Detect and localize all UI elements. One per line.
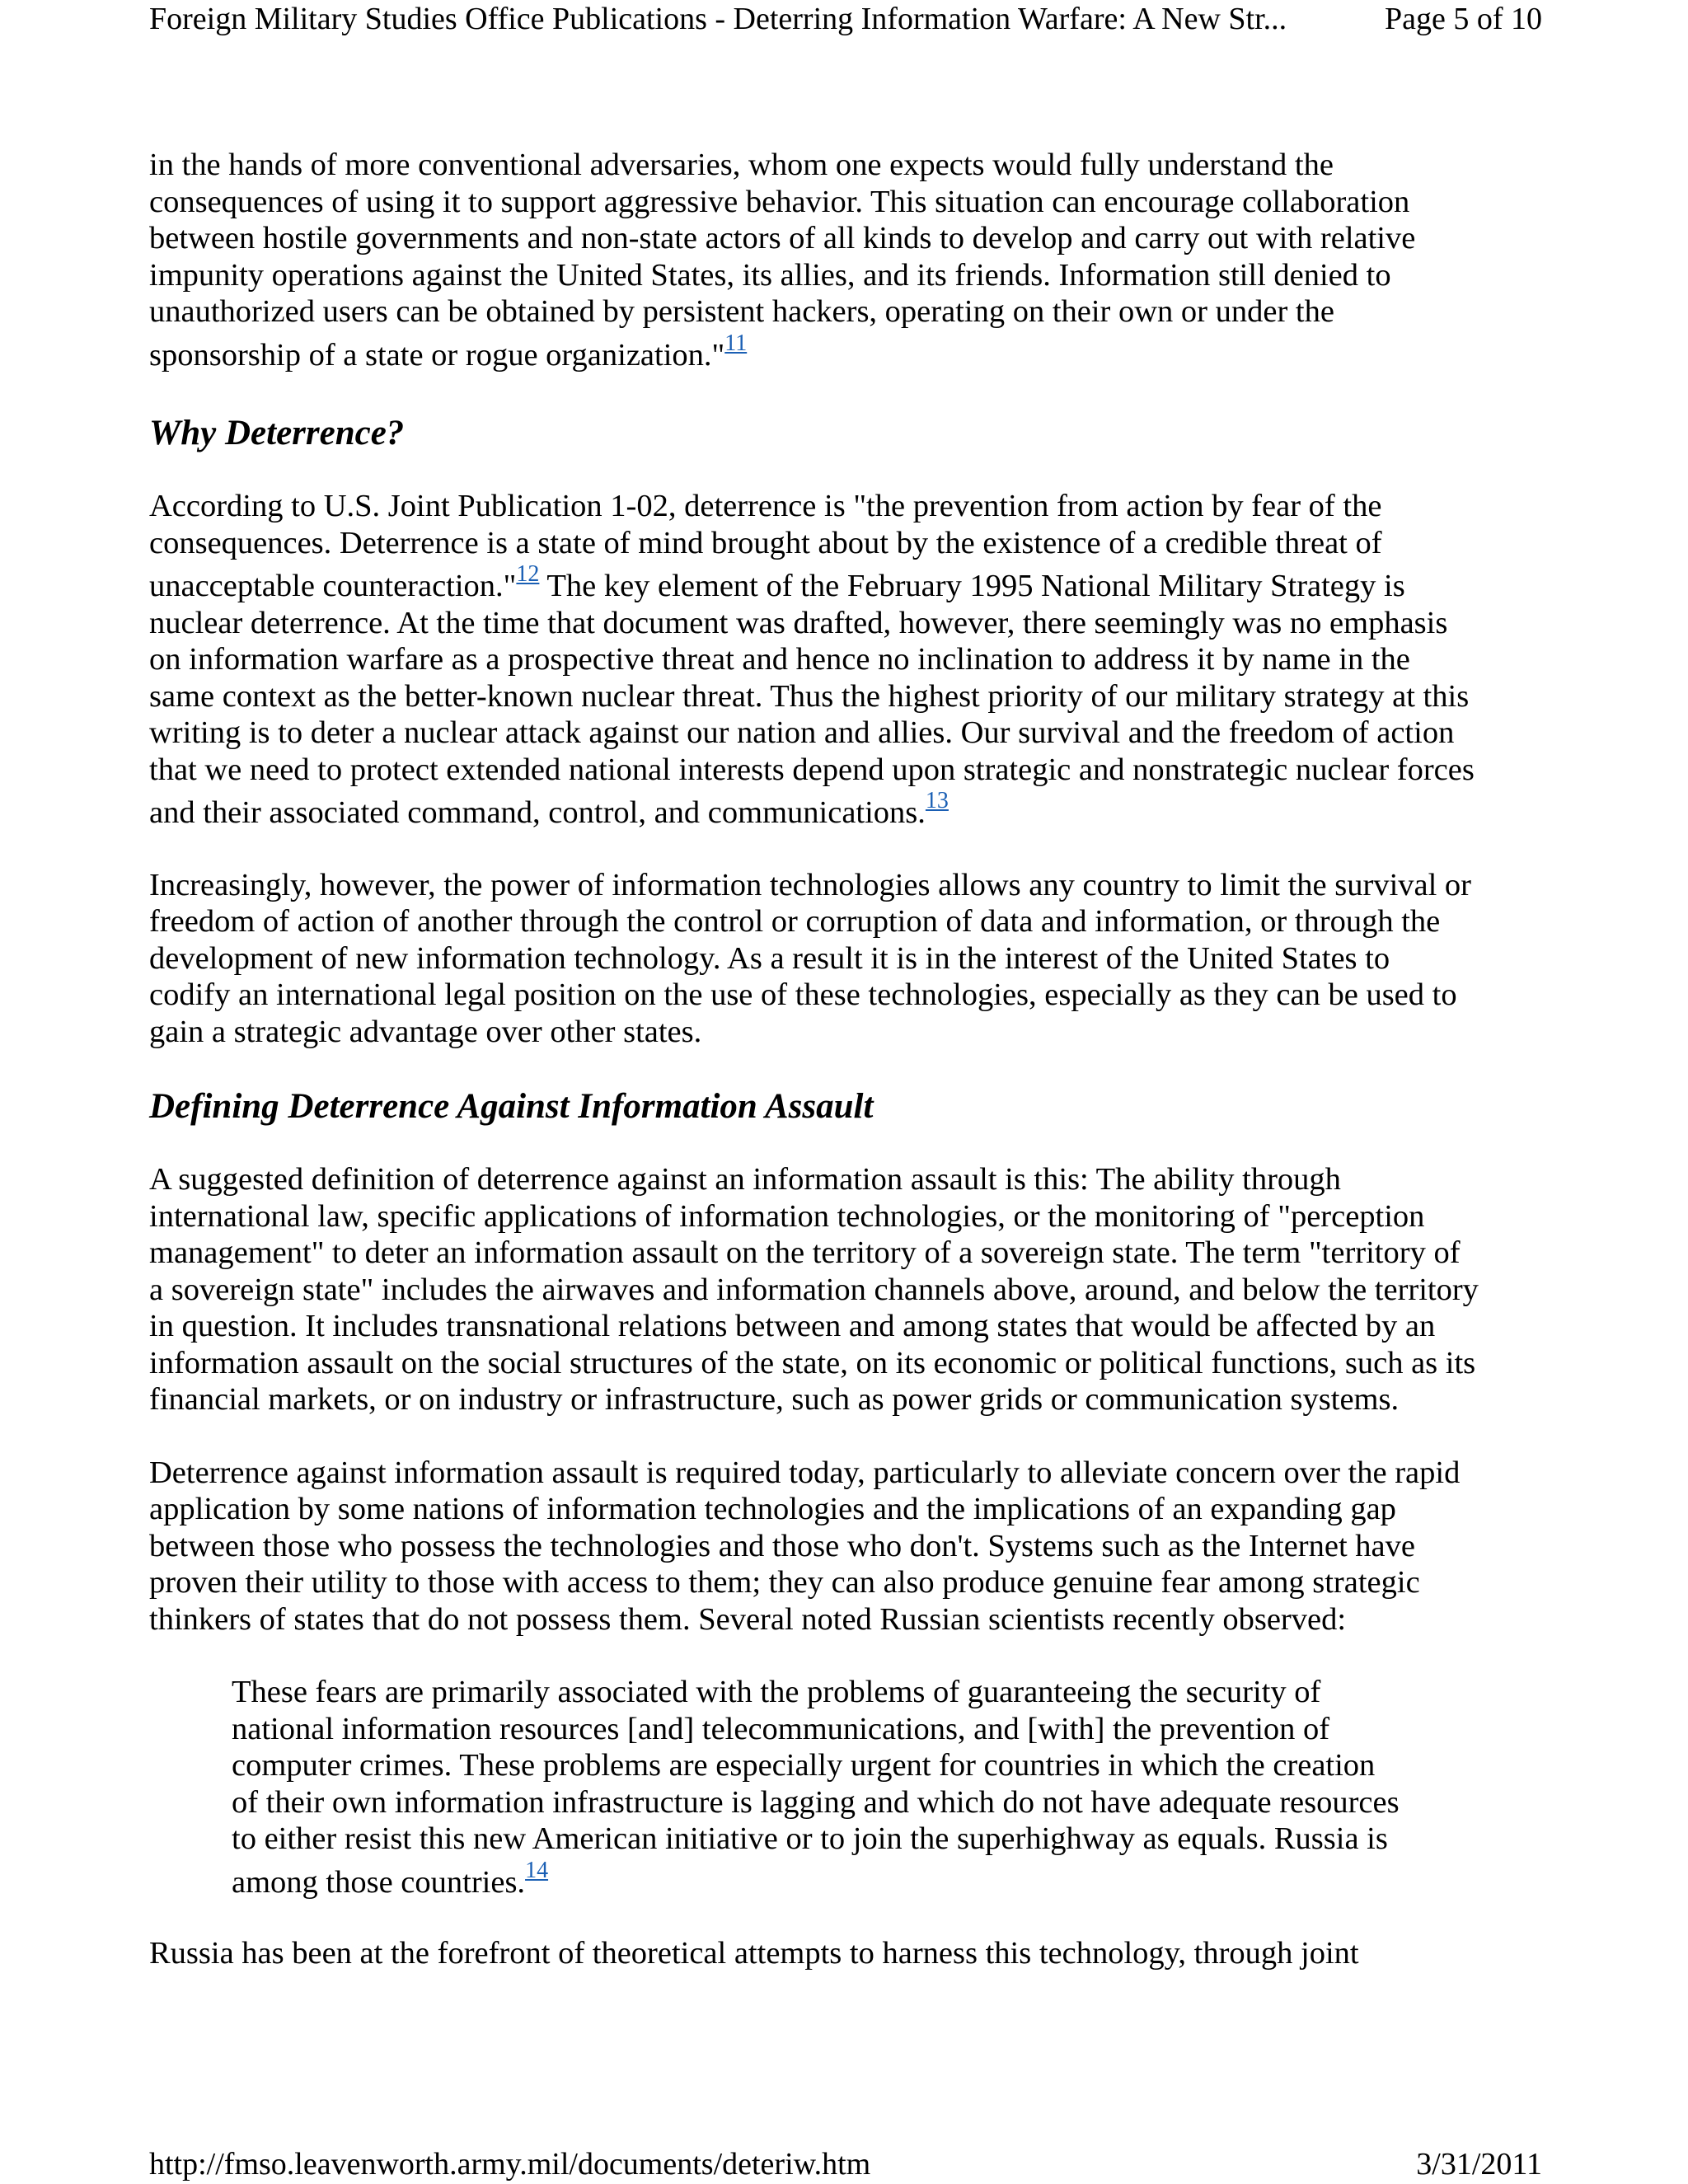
page-header [149,0,1542,41]
text-line: financial markets, or on industry or infrastructure, such as power grids or communication systems. [149,1382,1400,1417]
text-line: to either resist this new American initiative or to join the superhighway as equals. Russia is [232,1821,1388,1856]
text-line: same context as the better-known nuclear threat. Thus the highest priority of our military strategy at this [149,678,1470,714]
paragraph-5 [149,1455,1550,1638]
text-line: Deterrence against information assault is required today, particularly to alleviate concern over the rapid [149,1455,1461,1490]
text-line: that we need to protect extended national interests depend upon strategic and nonstrategic nuclear forces [149,752,1475,787]
footnote-link-11[interactable]: 11 [724,330,748,356]
text-line: consequences. Deterrence is a state of mind brought about by the existence of a credible threat of [149,525,1382,560]
section-heading-defining-deterrence: Defining Deterrence Against Information Assault [149,1087,874,1126]
footnote-link-14[interactable]: 14 [525,1857,549,1883]
text-line: These fears are primarily associated with the problems of guaranteeing the security of [232,1675,1321,1709]
text-fragment: and their associated command, control, and communications. [149,795,926,830]
footnote-link-12[interactable]: 12 [516,561,540,587]
text-line: proven their utility to those with access to them; they can also produce genuine fear among strategic [149,1565,1420,1600]
text-line: writing is to deter a nuclear attack against our nation and allies. Our survival and the freedom of action [149,715,1455,750]
paragraph-2 [149,488,1550,832]
text-fragment: The key element of the February 1995 National Military Strategy is [539,569,1405,603]
paragraph-3 [149,867,1550,1051]
print-date: 3/31/2011 [1416,2147,1542,2182]
article-body [149,147,1550,1972]
document-title: Foreign Military Studies Office Publications - Deterring Information Warfare: A New Str... [149,2,1287,36]
text-line: freedom of action of another through the control or corruption of data and information, or through the [149,904,1441,939]
text-line: between those who possess the technologies and those who don't. Systems such as the Internet have [149,1528,1415,1563]
text-line: consequences of using it to support aggressive behavior. This situation can encourage collaboration [149,184,1410,219]
text-line: A suggested definition of deterrence against an information assault is this: The ability through [149,1162,1341,1197]
text-line: codify an international legal position on the use of these technologies, especially as they can be used to [149,977,1457,1012]
text-line: international law, specific applications of information technologies, or the monitoring of "perception [149,1198,1425,1234]
page-url: http://fmso.leavenworth.army.mil/documents/deteriw.htm [149,2147,871,2182]
text-line: in question. It includes transnational relations between and among states that would be affected by an [149,1309,1436,1343]
page-number: Page 5 of 10 [1384,2,1542,36]
text-line: on information warfare as a prospective threat and hence no inclination to address it by name in the [149,642,1410,677]
paragraph-4 [149,1161,1550,1418]
text-line: Increasingly, however, the power of information technologies allows any country to limit the survival or [149,867,1471,902]
page-footer [149,2145,1542,2184]
block-quote [149,1674,1550,1900]
text-line [232,1857,1550,1901]
text-line: information assault on the social structures of the state, on its economic or political functions, such as its [149,1345,1476,1380]
paragraph-1 [149,147,1550,373]
text-line: development of new information technology. As a result it is in the interest of the United States to [149,940,1390,976]
text-line: application by some nations of information technologies and the implications of an expanding gap [149,1492,1396,1526]
text-line: of their own information infrastructure is lagging and which do not have adequate resources [232,1784,1400,1820]
text-line: thinkers of states that do not possess them. Several noted Russian scientists recently observed: [149,1601,1347,1637]
text-line: computer crimes. These problems are especially urgent for countries in which the creation [232,1748,1376,1783]
text-line [149,788,1550,832]
text-line: between hostile governments and non-state actors of all kinds to develop and carry out with relative [149,221,1416,255]
text-line: a sovereign state" includes the airwaves and information channels above, around, and below the territory [149,1272,1479,1307]
text-line [149,330,1550,374]
text-line: gain a strategic advantage over other states. [149,1014,702,1049]
text-line: in the hands of more conventional adversaries, whom one expects would fully understand the [149,148,1334,182]
text-fragment: among those countries. [232,1864,526,1900]
footnote-link-13[interactable]: 13 [925,788,949,813]
text-line: unauthorized users can be obtained by persistent hackers, operating on their own or under the [149,294,1334,329]
text-line: Russia has been at the forefront of theoretical attempts to harness this technology, through joint [149,1936,1359,1971]
text-line: impunity operations against the United States, its allies, and its friends. Information still denied to [149,257,1391,293]
text-line: nuclear deterrence. At the time that document was drafted, however, there seemingly was no emphasis [149,605,1448,640]
text-line: national information resources [and] telecommunications, and [with] the prevention of [232,1711,1330,1746]
paragraph-6 [149,1935,1550,1972]
section-heading-why-deterrence: Why Deterrence? [149,414,405,452]
text-fragment: sponsorship of a state or rogue organization." [149,337,725,373]
text-line [149,561,1550,605]
text-fragment: unacceptable counteraction." [149,569,517,603]
text-line: According to U.S. Joint Publication 1-02, deterrence is "the prevention from action by fear of the [149,489,1382,523]
text-line: management" to deter an information assault on the territory of a sovereign state. The term "territory of [149,1235,1461,1270]
